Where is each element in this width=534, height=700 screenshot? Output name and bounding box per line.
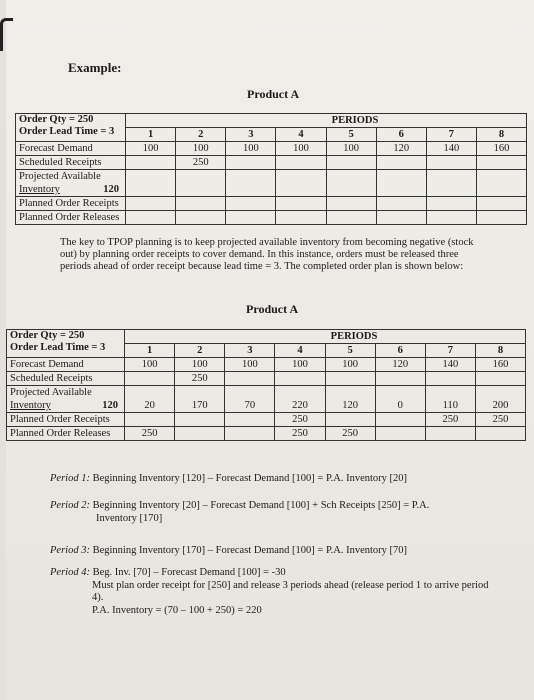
period-8: 8 — [475, 344, 525, 358]
cell-period-3 — [226, 197, 276, 211]
cell-period-7: 140 — [426, 142, 476, 156]
cell-period-8 — [476, 211, 526, 225]
cell-period-6: 120 — [375, 358, 425, 372]
cell-period-4 — [276, 197, 326, 211]
period-3-explanation — [50, 545, 510, 558]
table-row — [16, 197, 527, 211]
cell-period-1: 250 — [125, 427, 175, 441]
cell-period-4: 220 — [275, 399, 325, 413]
cell-period-2 — [176, 197, 226, 211]
order-params-cell — [16, 114, 126, 142]
tpop-table-completed — [6, 329, 526, 441]
cell-period-7: 110 — [425, 399, 475, 413]
period-2: 2 — [176, 128, 226, 142]
table-row — [7, 413, 526, 427]
table-row — [16, 142, 527, 156]
cell-period-2 — [176, 183, 226, 197]
cell-period-6 — [376, 183, 426, 197]
period-4-text: Beg. Inv. [70] – Forecast Demand [100] = -30 — [92, 567, 286, 578]
cell-period-4 — [275, 386, 325, 400]
cell-period-2 — [175, 427, 225, 441]
cell-period-8: 160 — [476, 142, 526, 156]
table-row — [16, 156, 527, 170]
cell-period-4: 250 — [275, 427, 325, 441]
cell-period-8 — [475, 372, 525, 386]
row-label: Scheduled Receipts — [16, 156, 126, 170]
cell-period-4 — [275, 372, 325, 386]
row-label: Forecast Demand — [16, 142, 126, 156]
cell-period-6 — [376, 156, 426, 170]
cell-period-1 — [126, 197, 176, 211]
cell-period-3 — [225, 427, 275, 441]
table-row — [7, 427, 526, 441]
period-4-explanation — [50, 567, 510, 617]
period-4: 4 — [275, 344, 325, 358]
cell-period-5 — [326, 183, 376, 197]
cell-period-8 — [476, 170, 526, 184]
cell-period-4: 100 — [275, 358, 325, 372]
period-3-text: Beginning Inventory [170] – Forecast Demand [100] = P.A. Inventory [70] — [92, 545, 408, 556]
cell-period-8 — [476, 197, 526, 211]
period-7: 7 — [425, 344, 475, 358]
cell-period-8: 160 — [475, 358, 525, 372]
cell-period-8 — [476, 183, 526, 197]
binder-mark — [0, 18, 13, 51]
cell-period-5 — [326, 211, 376, 225]
cell-period-4 — [276, 211, 326, 225]
cell-period-2 — [175, 413, 225, 427]
cell-period-5: 120 — [325, 399, 375, 413]
cell-period-6 — [375, 413, 425, 427]
order-params-cell — [7, 330, 125, 358]
cell-period-2 — [175, 386, 225, 400]
table-row — [7, 386, 526, 400]
cell-period-7 — [426, 170, 476, 184]
period-7: 7 — [426, 128, 476, 142]
table-row — [16, 183, 527, 197]
period-4-pa-inventory: P.A. Inventory = (70 – 100 + 250) = 220 — [92, 604, 262, 616]
cell-period-7 — [425, 372, 475, 386]
cell-period-8: 250 — [475, 413, 525, 427]
cell-period-6: 120 — [376, 142, 426, 156]
cell-period-2 — [176, 170, 226, 184]
intro-paragraph: The key to TPOP planning is to keep projected available inventory from becoming negative (stock out) by planning order receipts to cover demand. In this instance, orders must be released three periods ahead of order receipt because lead time = 3. The completed order plan is shown below: — [60, 237, 474, 272]
cell-period-4 — [276, 170, 326, 184]
lead-time-label: Order Lead Time = 3 — [19, 126, 115, 137]
cell-period-3 — [225, 413, 275, 427]
row-label: Planned Order Releases — [7, 427, 125, 441]
cell-period-6: 0 — [375, 399, 425, 413]
table-row — [7, 399, 526, 413]
tpop-table-blank — [15, 113, 527, 225]
cell-period-6 — [376, 170, 426, 184]
cell-period-3 — [225, 386, 275, 400]
table-row — [7, 358, 526, 372]
cell-period-5: 100 — [325, 358, 375, 372]
cell-period-1: 100 — [125, 358, 175, 372]
row-label-text: Inventory — [10, 400, 51, 411]
period-2-text: Beginning Inventory [20] – Forecast Demand [100] + Sch Receipts [250] = P.A. — [92, 500, 430, 511]
beginning-inventory-value: 120 — [102, 400, 118, 411]
period-4: 4 — [276, 128, 326, 142]
cell-period-7 — [425, 427, 475, 441]
row-label: Planned Order Releases — [16, 211, 126, 225]
cell-period-1 — [125, 372, 175, 386]
table-row — [7, 372, 526, 386]
cell-period-3: 100 — [225, 358, 275, 372]
cell-period-2: 100 — [176, 142, 226, 156]
period-3-label: Period 3: — [50, 545, 90, 556]
cell-period-2: 250 — [175, 372, 225, 386]
cell-period-1 — [126, 211, 176, 225]
cell-period-3 — [226, 170, 276, 184]
cell-period-1: 20 — [125, 399, 175, 413]
row-label: Projected Available — [7, 386, 125, 400]
cell-period-5 — [326, 156, 376, 170]
period-3: 3 — [226, 128, 276, 142]
cell-period-1 — [126, 183, 176, 197]
row-label-text: Inventory — [19, 184, 60, 195]
period-1-label: Period 1: — [50, 473, 90, 484]
periods-header: PERIODS — [126, 114, 527, 128]
cell-period-7 — [426, 183, 476, 197]
cell-period-8 — [475, 427, 525, 441]
cell-period-4 — [276, 183, 326, 197]
cell-period-7: 250 — [425, 413, 475, 427]
table-header-row — [16, 114, 527, 128]
period-1: 1 — [126, 128, 176, 142]
order-qty-label: Order Qty = 250 — [10, 330, 85, 341]
period-4-text-cont: Must plan order receipt for [250] and release 3 periods ahead (release period 1 to arrive period 4). — [92, 579, 489, 603]
cell-period-3 — [226, 156, 276, 170]
cell-period-4: 250 — [275, 413, 325, 427]
cell-period-3 — [226, 211, 276, 225]
cell-period-1 — [126, 156, 176, 170]
period-4-label: Period 4: — [50, 567, 90, 578]
cell-period-4: 100 — [276, 142, 326, 156]
period-2: 2 — [175, 344, 225, 358]
table-row — [16, 211, 527, 225]
cell-period-6 — [375, 386, 425, 400]
period-8: 8 — [476, 128, 526, 142]
row-label: Scheduled Receipts — [7, 372, 125, 386]
cell-period-7 — [426, 211, 476, 225]
cell-period-7 — [426, 197, 476, 211]
cell-period-5 — [326, 197, 376, 211]
cell-period-5 — [325, 386, 375, 400]
order-qty-label: Order Qty = 250 — [19, 114, 94, 125]
period-2-text-cont: Inventory [170] — [96, 512, 163, 524]
table2-body — [7, 358, 526, 441]
table2-title: Product A — [246, 302, 299, 316]
row-label: Planned Order Receipts — [7, 413, 125, 427]
period-1: 1 — [125, 344, 175, 358]
row-label — [7, 399, 125, 413]
cell-period-1 — [125, 413, 175, 427]
cell-period-2: 100 — [175, 358, 225, 372]
cell-period-7: 140 — [425, 358, 475, 372]
lead-time-label: Order Lead Time = 3 — [10, 342, 106, 353]
cell-period-7 — [425, 386, 475, 400]
table1-body — [16, 142, 527, 225]
periods-header: PERIODS — [125, 330, 526, 344]
beginning-inventory-value: 120 — [103, 184, 119, 195]
period-2-label: Period 2: — [50, 500, 90, 511]
cell-period-6 — [376, 211, 426, 225]
cell-period-7 — [426, 156, 476, 170]
cell-period-2: 250 — [176, 156, 226, 170]
cell-period-6 — [375, 372, 425, 386]
cell-period-3: 70 — [225, 399, 275, 413]
cell-period-6 — [375, 427, 425, 441]
table1-title: Product A — [247, 87, 300, 101]
cell-period-4 — [276, 156, 326, 170]
period-1-text: Beginning Inventory [120] – Forecast Demand [100] = P.A. Inventory [20] — [92, 473, 408, 484]
cell-period-6 — [376, 197, 426, 211]
cell-period-5 — [325, 413, 375, 427]
row-label — [16, 183, 126, 197]
cell-period-2: 170 — [175, 399, 225, 413]
row-label: Projected Available — [16, 170, 126, 184]
cell-period-5: 250 — [325, 427, 375, 441]
period-6: 6 — [375, 344, 425, 358]
period-2-explanation — [50, 500, 510, 525]
cell-period-1: 100 — [126, 142, 176, 156]
period-3: 3 — [225, 344, 275, 358]
period-5: 5 — [326, 128, 376, 142]
cell-period-5 — [325, 372, 375, 386]
table-header-row — [7, 330, 526, 344]
cell-period-8: 200 — [475, 399, 525, 413]
cell-period-5 — [326, 170, 376, 184]
example-heading: Example: — [68, 60, 122, 75]
cell-period-1 — [125, 386, 175, 400]
row-label: Planned Order Receipts — [16, 197, 126, 211]
cell-period-2 — [176, 211, 226, 225]
table-row — [16, 170, 527, 184]
period-6: 6 — [376, 128, 426, 142]
cell-period-3: 100 — [226, 142, 276, 156]
cell-period-8 — [476, 156, 526, 170]
row-label: Forecast Demand — [7, 358, 125, 372]
period-5: 5 — [325, 344, 375, 358]
period-1-explanation — [50, 473, 510, 486]
cell-period-5: 100 — [326, 142, 376, 156]
cell-period-3 — [226, 183, 276, 197]
cell-period-3 — [225, 372, 275, 386]
cell-period-8 — [475, 386, 525, 400]
cell-period-1 — [126, 170, 176, 184]
